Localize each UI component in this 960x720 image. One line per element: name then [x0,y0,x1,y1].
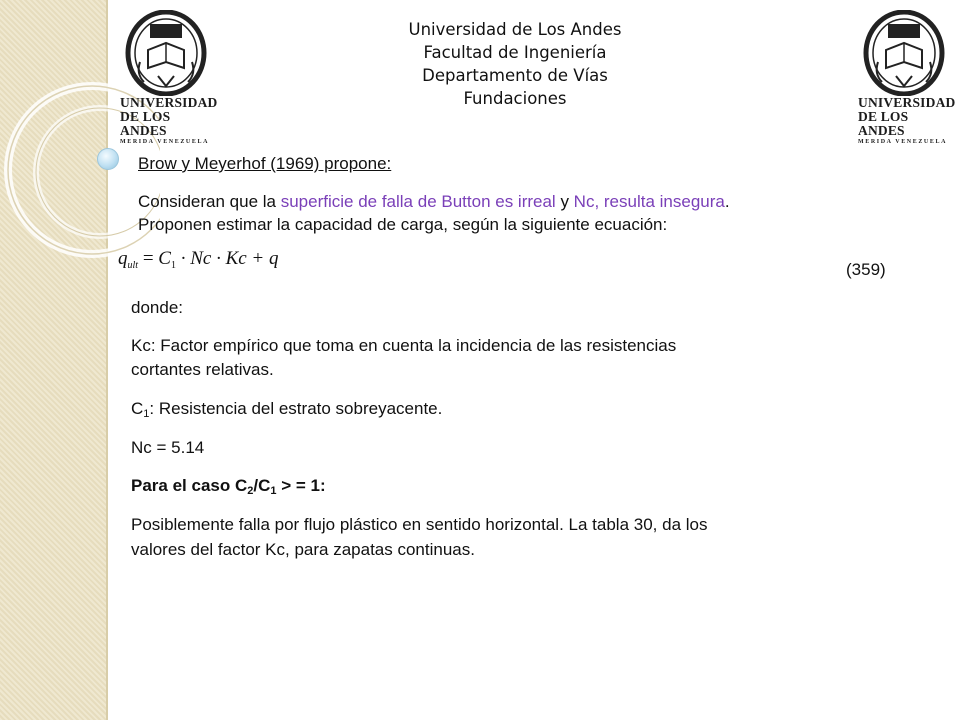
section-heading: Brow y Meyerhof (1969) propone: [138,154,392,173]
paragraph-1-line-1 [138,191,730,213]
paragraph-1-highlight-1: superficie de falla de Button es irreal [280,192,556,211]
logo-line-2: DE LOS ANDES [120,109,171,138]
bullet-orb-icon [97,148,119,170]
c1-symbol-sub: 1 [143,408,150,420]
university-logo-left [120,10,218,145]
kc-definition-line-1: Kc: Factor empírico que toma en cuenta la incidencia de las resistencias [131,336,677,355]
logo-line-3: MERIDA VENEZUELA [120,139,210,145]
eq-lhs-sub: ult [127,260,139,271]
eq-rest: · Nc · Kc + q [175,248,279,269]
header-department: Departamento de Vías [422,66,608,85]
eq-lhs: q [118,248,128,269]
eq-equals: = [138,248,159,269]
university-seal-icon [120,10,212,96]
paragraph-1-highlight-2: Nc, resulta insegura [573,192,725,211]
case-text-a: Para el caso C [131,476,248,495]
slide-header [360,18,670,110]
header-faculty: Facultad de Ingeniería [423,43,607,62]
case-text-b: /C [253,476,271,495]
case-sub-1: 1 [270,485,277,497]
logo-line-2: DE LOS ANDES [858,109,909,138]
equation-number: (359) [846,260,886,279]
eq-c1: C [158,248,171,269]
final-paragraph-line-1: Posiblemente falla por flujo plástico en sentido horizontal. La tabla 30, da los [131,515,708,534]
eq-c1-sub: 1 [170,260,176,271]
university-logo-right [858,10,956,145]
capacity-equation [118,248,279,271]
kc-definition-line-2: cortantes relativas. [131,360,274,379]
logo-line-1: UNIVERSIDAD [120,95,218,110]
donde-label: donde: [131,298,183,317]
case-sub-2: 2 [247,485,254,497]
c1-definition [131,398,442,425]
nc-value: Nc = 5.14 [131,438,205,457]
case-text-c: > = 1: [276,476,326,495]
paragraph-1-line-2: Proponen estimar la capacidad de carga, según la siguiente ecuación: [138,215,668,234]
paragraph-1-text-a: Consideran que la [138,192,281,211]
paragraph-1-text-e: . [724,192,730,211]
header-university: Universidad de Los Andes [408,20,622,39]
logo-line-1: UNIVERSIDAD [858,95,956,110]
paragraph-1-text-c: y [555,192,574,211]
final-paragraph-line-2: valores del factor Kc, para zapatas continuas. [131,540,475,559]
logo-line-3: MERIDA VENEZUELA [858,139,948,145]
header-subject: Fundaciones [463,89,567,108]
c1-symbol: C [131,399,144,418]
case-heading [131,475,326,502]
university-seal-icon [858,10,950,96]
c1-text: : Resistencia del estrato sobreyacente. [149,399,443,418]
